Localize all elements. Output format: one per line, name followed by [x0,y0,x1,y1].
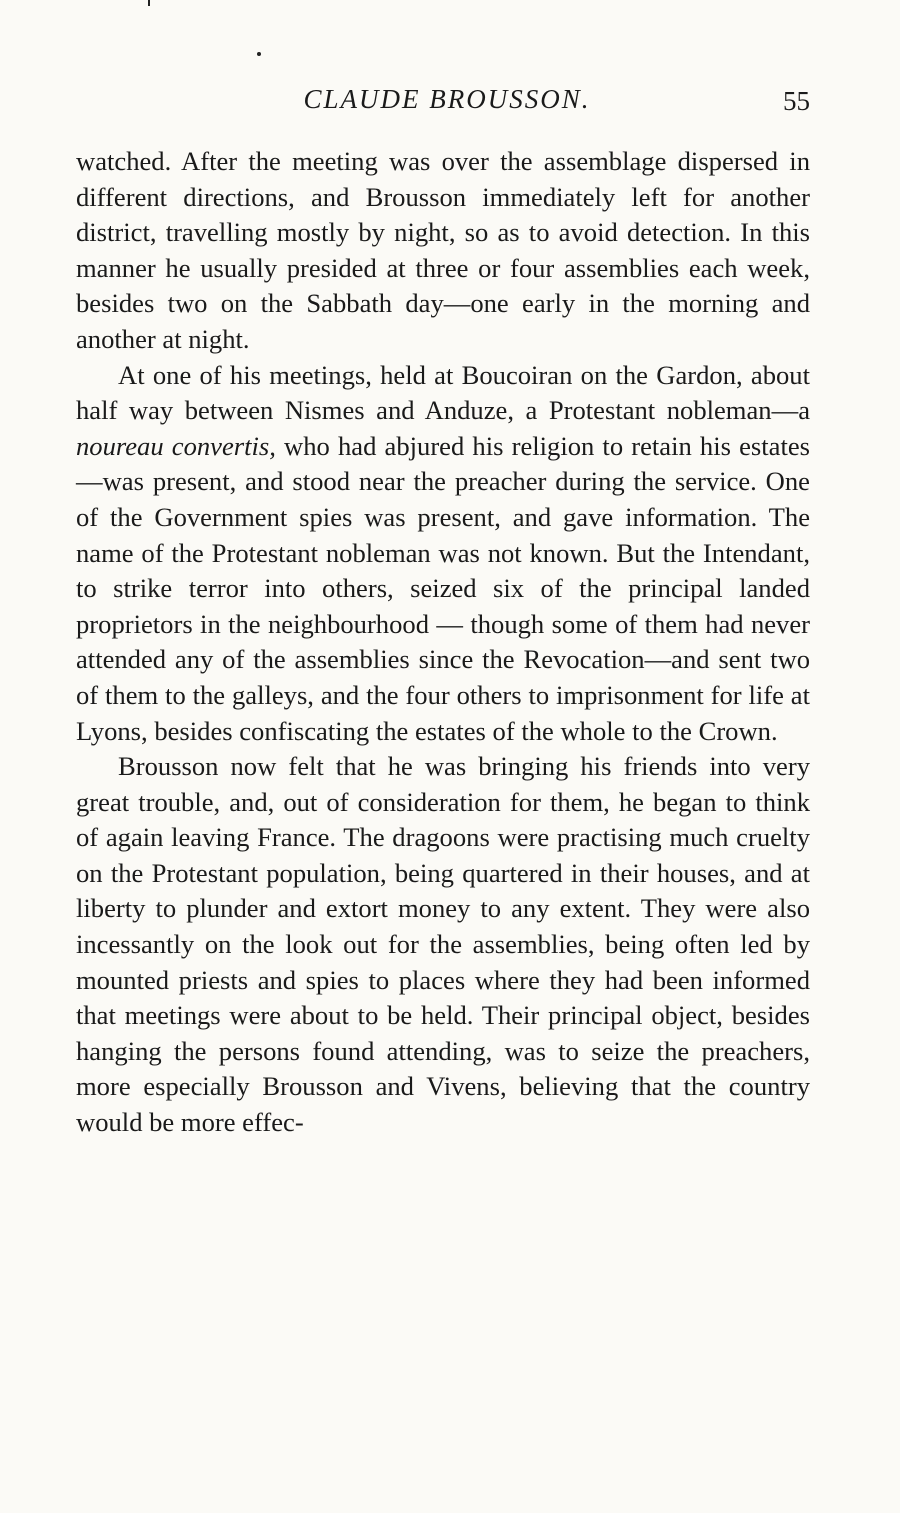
paragraph-2 [76,358,810,750]
paragraph-2-end: who had abjured his religion to retain his estates—was present, and stood near the preacher during the service. One of the Government spies was present, and gave information. The name of the Protestant nobleman was not known. But the Intendant, to strike terror into others, seized six of the principal landed proprietors in the neighbourhood — though some of them had never attended any of the assemblies since the Revocation—and sent two of them to the galleys, and the four others to imprisonment for life at Lyons, besides confiscating the estates of the whole to the Crown. [76,430,810,746]
italic-phrase: noureau convertis, [76,430,276,461]
running-header [76,80,818,120]
paragraph-1: watched. After the meeting was over the assemblage dispersed in different directions, and Brousson immediately left for another district, travelling mostly by night, so as to avoid detection. In this manner he usually presided at three or four assemblies each week, besides two on the Sabbath day—one early in the morning and another at night. [76,146,810,354]
paragraph-2-start: At one of his meetings, held at Boucoiran on the Gardon, about half way between Nismes and Anduze, a Protestant nobleman—a [76,359,810,426]
running-title: CLAUDE BROUSSON. [303,84,591,114]
page-number: 55 [783,86,810,116]
paragraph-3: Brousson now felt that he was bringing his friends into very great trouble, and, out of consideration for them, he began to think of again leaving France. The dragoons were practising much cruelty on the Protestant population, being quartered in their houses, and at liberty to plunder and extort money to any extent. They were also incessantly on the look out for the assemblies, being often led by mounted priests and spies to places where they had been informed that meetings were about to be held. Their principal object, besides hanging the persons found attending, was to seize the preachers, more especially Brousson and Vivens, believing that the country would be more effec- [76,751,810,1138]
printer-mark [148,0,150,6]
body-text [76,144,810,1141]
ink-speck [257,52,261,56]
